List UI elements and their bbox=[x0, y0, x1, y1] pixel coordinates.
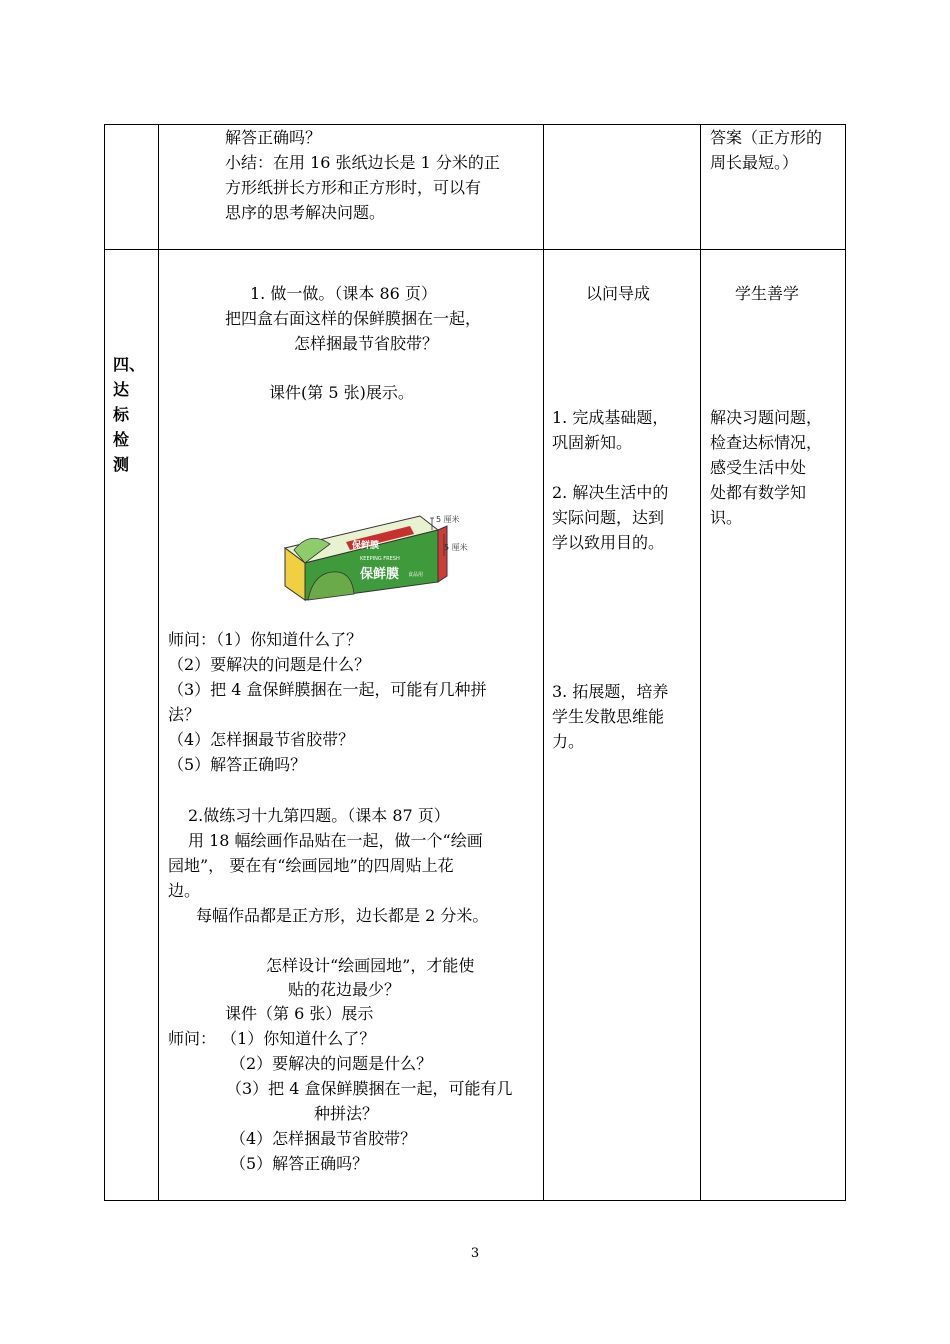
svg-text:KEEPING FRESH: KEEPING FRESH bbox=[360, 556, 400, 562]
exercise2-title: 2.做练习十九第四题。（课本 87 页） bbox=[188, 806, 450, 825]
col3-line: 1. 完成基础题， bbox=[552, 408, 669, 427]
question-line: （3）把 4 盒保鲜膜捆在一起，可能有几 bbox=[226, 1079, 513, 1098]
exercise1-title: 1. 做一做。（课本 86 页） bbox=[250, 284, 437, 303]
col4-line: 处都有数学知 bbox=[710, 483, 807, 502]
col3-line: 3. 拓展题，培养 bbox=[552, 682, 669, 701]
svg-text:保鲜膜: 保鲜膜 bbox=[352, 541, 380, 551]
col3-heading: 以问导成 bbox=[586, 284, 651, 303]
row1-text-line: 思序的思考解决问题。 bbox=[225, 203, 386, 222]
col3-line: 2. 解决生活中的 bbox=[552, 483, 669, 502]
question-line: 法？ bbox=[168, 705, 201, 724]
col3-line: 力。 bbox=[552, 732, 585, 751]
table-col-line-2 bbox=[543, 124, 544, 1201]
exercise2-slide: 课件（第 6 张）展示 bbox=[225, 1004, 374, 1023]
table-col-line-3 bbox=[700, 124, 701, 1201]
stage-label: 测 bbox=[113, 455, 130, 474]
col3-line: 巩固新知。 bbox=[552, 433, 633, 452]
row1-text-line: 方形纸拼长方形和正方形时，可以有 bbox=[225, 178, 482, 197]
svg-text:5 厘米: 5 厘米 bbox=[444, 543, 468, 552]
table-col-line-0 bbox=[104, 124, 105, 1201]
exercise1-text: 把四盒右面这样的保鲜膜捆在一起， bbox=[225, 309, 482, 328]
col4-line: 感受生活中处 bbox=[710, 458, 807, 477]
question-line: （5）解答正确吗？ bbox=[230, 1154, 369, 1173]
stage-label: 达 bbox=[113, 380, 130, 399]
stage-label: 四、 bbox=[113, 355, 146, 374]
svg-text:食品用: 食品用 bbox=[408, 572, 424, 578]
exercise2-text: 贴的花边最少？ bbox=[288, 980, 401, 999]
question-line: （4）怎样捆最节省胶带？ bbox=[168, 730, 355, 749]
col3-line: 学以致用目的。 bbox=[552, 533, 665, 552]
question-line: （4）怎样捆最节省胶带？ bbox=[230, 1129, 417, 1148]
col3-line: 学生发散思维能 bbox=[552, 707, 665, 726]
row1-note-line: 周长最短。） bbox=[710, 153, 799, 172]
cling-wrap-box-image bbox=[280, 508, 480, 608]
exercise1-text: 怎样捆最节省胶带？ bbox=[294, 334, 439, 353]
col3-line: 实际问题，达到 bbox=[552, 508, 665, 527]
exercise2-text: 怎样设计“绘画园地”，才能使 bbox=[266, 956, 475, 975]
exercise2-text: 用 18 幅绘画作品贴在一起，做一个“绘画 bbox=[188, 831, 483, 850]
table-border-bottom bbox=[104, 1200, 846, 1201]
page-number: 3 bbox=[470, 1246, 480, 1261]
table-col-line-1 bbox=[158, 124, 159, 1201]
question-line: （5）解答正确吗？ bbox=[168, 755, 307, 774]
table-col-line-4 bbox=[845, 124, 846, 1201]
question-line: 师问： （1）你知道什么了？ bbox=[168, 1029, 376, 1048]
col4-heading: 学生善学 bbox=[735, 284, 800, 303]
col4-line: 解决习题问题， bbox=[710, 408, 823, 427]
col4-line: 识。 bbox=[710, 508, 743, 527]
stage-label: 标 bbox=[113, 405, 130, 424]
question-line: （2）要解决的问题是什么？ bbox=[168, 655, 371, 674]
exercise2-text: 每幅作品都是正方形，边长都是 2 分米。 bbox=[196, 906, 489, 925]
svg-text:5 厘米: 5 厘米 bbox=[436, 515, 460, 524]
question-line: （2）要解决的问题是什么？ bbox=[230, 1054, 433, 1073]
row1-text-line: 小结：在用 16 张纸边长是 1 分米的正 bbox=[225, 153, 500, 172]
question-line: （3）把 4 盒保鲜膜捆在一起，可能有几种拼 bbox=[168, 680, 487, 699]
exercise2-text: 边。 bbox=[168, 881, 201, 900]
row1-text-line: 解答正确吗？ bbox=[225, 128, 322, 147]
svg-text:保鲜膜: 保鲜膜 bbox=[360, 567, 400, 582]
question-line: 种拼法？ bbox=[314, 1104, 379, 1123]
exercise2-text: 园地”， 要在有“绘画园地”的四周贴上花 bbox=[168, 856, 454, 875]
exercise1-slide: 课件(第 5 张)展示。 bbox=[269, 383, 414, 402]
row1-note-line: 答案（正方形的 bbox=[710, 128, 823, 147]
stage-label: 检 bbox=[113, 430, 130, 449]
col4-line: 检查达标情况， bbox=[710, 433, 823, 452]
table-row-divider bbox=[104, 249, 846, 250]
question-line: 师问：（1）你知道什么了？ bbox=[168, 630, 363, 649]
